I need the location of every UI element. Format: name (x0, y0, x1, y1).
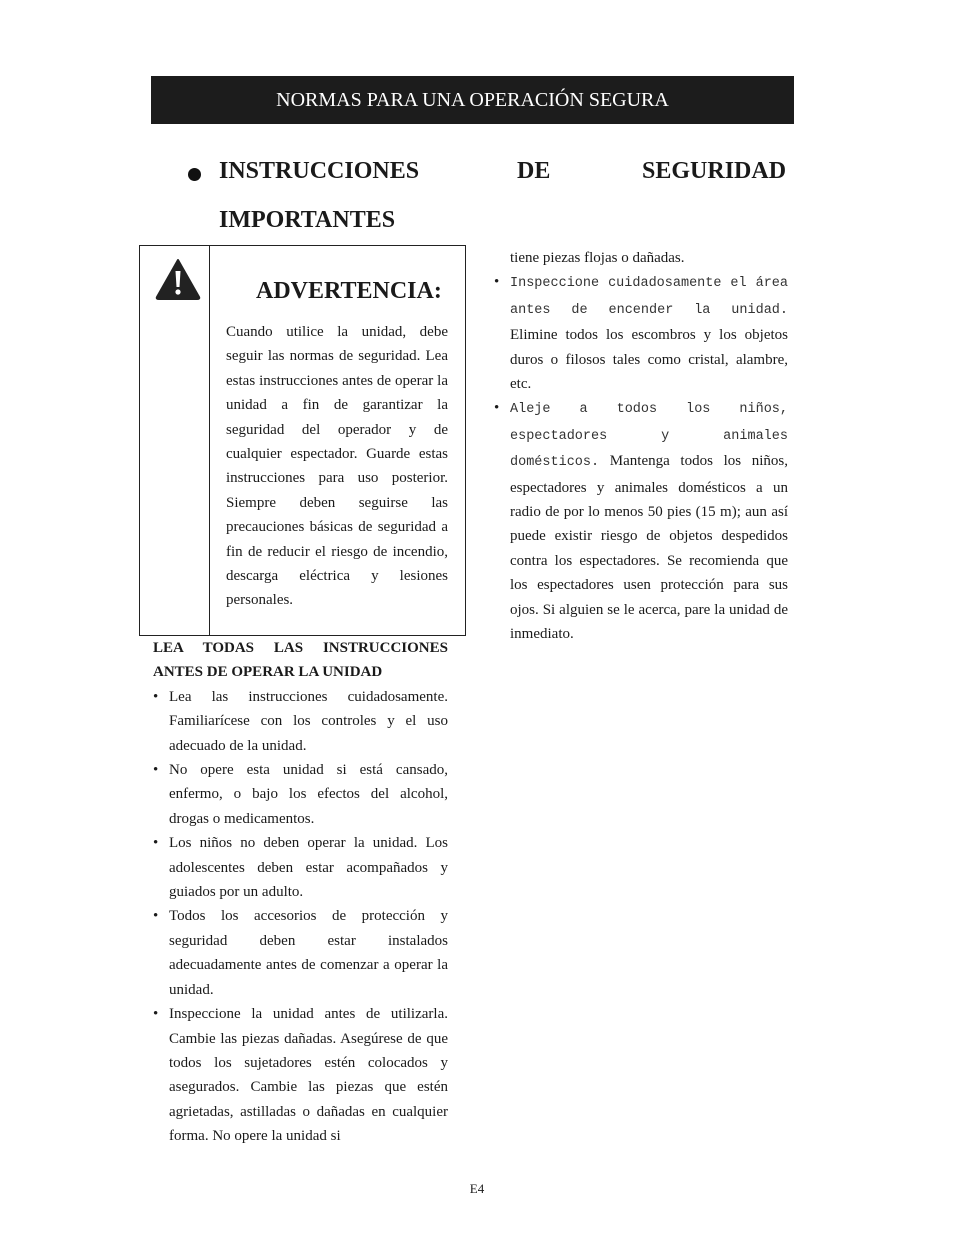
title-line-2: IMPORTANTES (219, 207, 396, 233)
bullet-dot-icon (188, 168, 201, 181)
warning-text: Cuando utilice la unidad, debe seguir las normas de seguridad. Lea estas instrucciones antes de operar la unidad a fin de garantizar la seguridad del operador y de cualquier espectador. Guarde estas instrucciones para uso posterior. Siempre deben seguirse las precauciones básicas de seguridad a fin de reducir el riesgo de incendio, descarga eléctrica y lesiones personales. (226, 324, 448, 609)
list-item-body: Elimine todos los escombros y los objetos duros o filosos tales como cristal, alambre, etc. (510, 327, 788, 393)
list-item (494, 270, 788, 396)
list-item (494, 396, 788, 646)
page-number: E4 (469, 1181, 485, 1196)
list-item-lead: Aleje a todos los niños, espectadores y animales domésticos. (510, 402, 788, 471)
page-title (188, 152, 794, 233)
warning-box-divider (209, 246, 210, 635)
section-header-bar (151, 76, 794, 124)
list-item-body: Mantenga todos los niños, espectadores y animales domésticos a un radio de por lo menos 50 pies (15 m); aun así puede existir riesgo de objetos despedidos contra los espectadores. Se recomienda que los espectadores usen protección para sus ojos. Si alguien se le acerca, pare la unidad de inmediato. (510, 453, 788, 643)
read-all-heading: LEA TODAS LAS INSTRUCCIONES ANTES DE OPERAR LA UNIDAD (153, 640, 448, 681)
list-item: • Inspeccione la unidad antes de utilizarla. Cambie las piezas dañadas. Asegúrese de que todos los sujetadores estén colocados y asegurados. Cambie las piezas que estén agrietadas, astilladas o dañadas en cualquier forma. No opere la unidad si (153, 1002, 448, 1148)
list-item: • Lea las instrucciones cuidadosamente. Familiarícese con los controles y el uso adecuado de la unidad. (153, 685, 448, 758)
title-word-de: DE (517, 158, 551, 184)
warning-title: ADVERTENCIA: (256, 278, 442, 304)
warning-box (139, 245, 466, 636)
warning-triangle-icon (155, 258, 201, 300)
list-item: • Todos los accesorios de protección y seguridad deben estar instalados adecuadamente antes de comenzar a operar la unidad. (153, 904, 448, 1002)
safety-list-right (494, 270, 788, 646)
list-item: • Los niños no deben operar la unidad. Los adolescentes deben estar acompañados y guiados por un adulto. (153, 831, 448, 904)
list-item: • No opere esta unidad si está cansado, enfermo, o bajo los efectos del alcohol, drogas o medicamentos. (153, 758, 448, 831)
safety-list-left (153, 685, 448, 1149)
right-column (494, 246, 788, 647)
continuation-text: tiene piezas flojas o dañadas. (510, 250, 685, 266)
list-item-lead: Inspeccione cuidadosamente el área antes de encender la unidad. (510, 276, 788, 318)
left-column (153, 636, 448, 1149)
title-word-seguridad: SEGURIDAD (642, 158, 787, 184)
header-title: NORMAS PARA UNA OPERACIÓN SEGURA (276, 89, 669, 111)
title-word-instrucciones: INSTRUCCIONES (219, 158, 420, 184)
